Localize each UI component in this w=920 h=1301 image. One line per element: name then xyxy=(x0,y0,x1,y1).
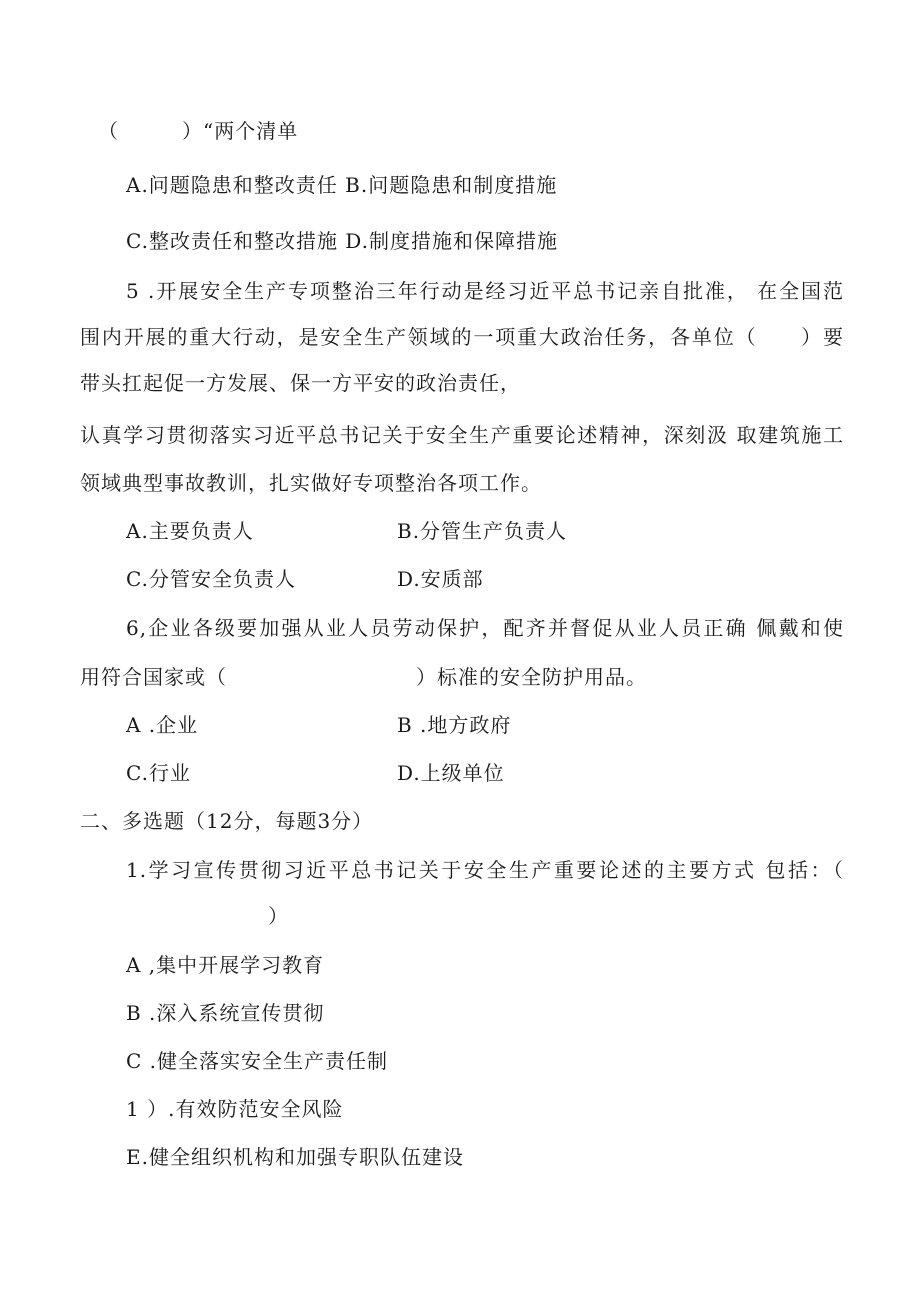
q5-line-4: 认真学习贯彻落实习近平总书记关于安全生产重要论述精神，深刻汲 取建筑施工 xyxy=(80,423,844,447)
q5-option-b: B.分管生产负责人 xyxy=(397,519,568,543)
q5-option-a: A.主要负责人 xyxy=(126,519,254,543)
q5-line-3: 带头扛起促一方发展、保一方平安的政治责任， xyxy=(80,371,521,395)
q4-options-cd: C.整改责任和整改措施 D.制度措施和保障措施 xyxy=(126,229,558,253)
q5-line-2: 围内开展的重大行动，是安全生产领域的一项重大政治任务，各单位（ ）要 xyxy=(80,325,844,349)
q6-line-2: 用符合国家或（ ）标准的安全防护用品。 xyxy=(80,665,647,689)
q6-option-d: D.上级单位 xyxy=(397,761,505,785)
q4-options-ab: A.问题隐患和整改责任 B.问题隐患和制度措施 xyxy=(126,173,558,197)
mc-q1-option-d: 1 ）.有效防范安全风险 xyxy=(126,1097,344,1121)
q4-bracket-line: （ ）“两个清单 xyxy=(98,119,299,143)
q6-option-a: A .企业 xyxy=(126,713,199,737)
mc-q1-option-a: A ,集中开展学习教育 xyxy=(126,953,325,977)
q5-option-c: C.分管安全负责人 xyxy=(126,567,296,591)
q5-line-1: 5 .开展安全生产专项整治三年行动是经习近平总书记亲自批准， 在全国范 xyxy=(126,279,844,303)
section-heading-multiple-choice: 二、多选题（12分，每题3分） xyxy=(80,809,374,833)
mc-q1-option-e: E.健全组织机构和加强专职队伍建设 xyxy=(126,1145,464,1169)
mc-q1-line-1: 1.学习宣传贯彻习近平总书记关于安全生产重要论述的主要方式 包括：（ xyxy=(126,858,844,882)
mc-q1-option-c: C .健全落实安全生产责任制 xyxy=(126,1049,389,1073)
q6-option-c: C.行业 xyxy=(126,761,191,785)
q6-option-b: B .地方政府 xyxy=(397,713,512,737)
q5-line-5: 领域典型事故教训，扎实做好专项整治各项工作。 xyxy=(80,471,542,495)
q6-line-1: 6,企业各级要加强从业人员劳动保护，配齐并督促从业人员正确 佩戴和使 xyxy=(126,616,844,640)
q5-option-d: D.安质部 xyxy=(397,567,484,591)
mc-q1-line-2: ） xyxy=(100,904,289,928)
mc-q1-option-b: B .深入系统宣传贯彻 xyxy=(126,1001,325,1025)
